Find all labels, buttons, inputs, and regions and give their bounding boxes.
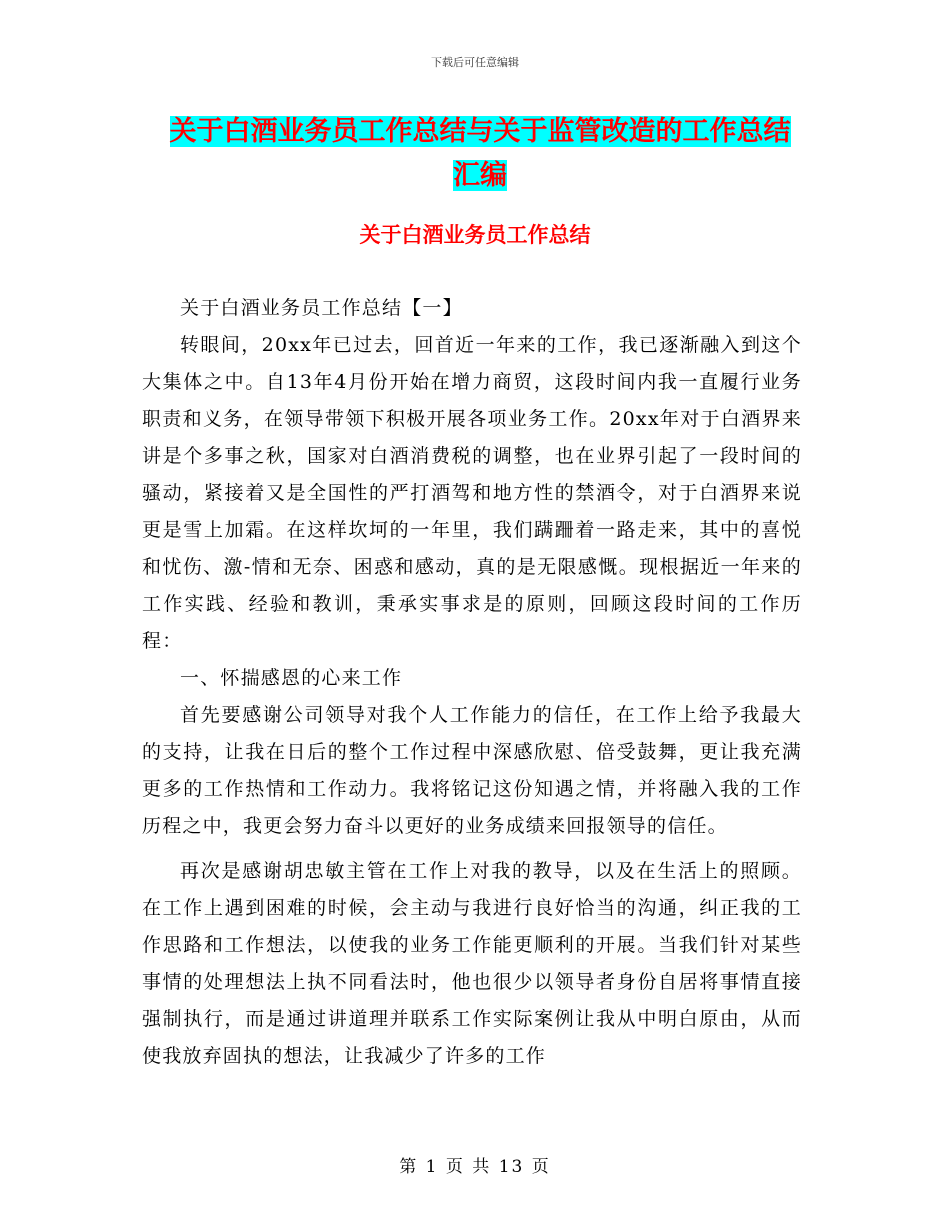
body-paragraph: 转眼间，20xx年已过去，回首近一年来的工作，我已逐渐融入到这个大集体之中。自13年4月份开始在增力商贸，这段时间内我一直履行业务职责和义务，在领导带领下积极开展各项业务工作。20xx年对于白酒界来讲是个多事之秋，国家对白酒消费税的调整，也在业界引起了一段时间的骚动，紧接着又是全国性的严打酒驾和地方性的禁酒令，对于白酒界来说更是雪上加霜。在这样坎坷的一年里，我们蹒跚着一路走来，其中的喜悦和忧伤、激-情和无奈、困惑和感动，真的是无限感慨。现根据近一年来的工作实践、经验和教训，秉承实事求是的原则，回顾这段时间的工作历程： xyxy=(142,334,802,652)
document-title xyxy=(140,110,820,198)
body-paragraph: 首先要感谢公司领导对我个人工作能力的信任，在工作上给予我最大的支持，让我在日后的整个工作过程中深感欣慰、倍受鼓舞，更让我充满更多的工作热情和工作动力。我将铭记这份知遇之情，并将融入我的工作历程之中，我更会努力奋斗以更好的业务成绩来回报领导的信任。 xyxy=(142,704,802,837)
section-title: 关于白酒业务员工作总结 xyxy=(359,223,591,247)
page-number: 第 1 页 共 13 页 xyxy=(399,1157,551,1177)
body-paragraph: 关于白酒业务员工作总结【一】 xyxy=(180,297,463,319)
header-note: 下载后可任意编辑 xyxy=(431,56,519,69)
body-paragraph: 一、怀揣感恩的心来工作 xyxy=(180,667,403,689)
document-body xyxy=(142,290,802,1075)
body-paragraph: 再次是感谢胡忠敏主管在工作上对我的教导，以及在生活上的照顾。在工作上遇到困难的时候，会主动与我进行良好恰当的沟通，纠正我的工作思路和工作想法，以使我的业务工作能更顺利的开展。当我们针对某些事情的处理想法上执不同看法时，他也很少以领导者身份自居将事情直接强制执行，而是通过讲道理并联系工作实际案例让我从中明白原由，从而使我放弃固执的想法，让我减少了许多的工作 xyxy=(142,860,802,1067)
document-title-line2: 汇编 xyxy=(453,160,507,191)
document-title-line1: 关于白酒业务员工作总结与关于监管改造的工作总结 xyxy=(169,116,791,147)
